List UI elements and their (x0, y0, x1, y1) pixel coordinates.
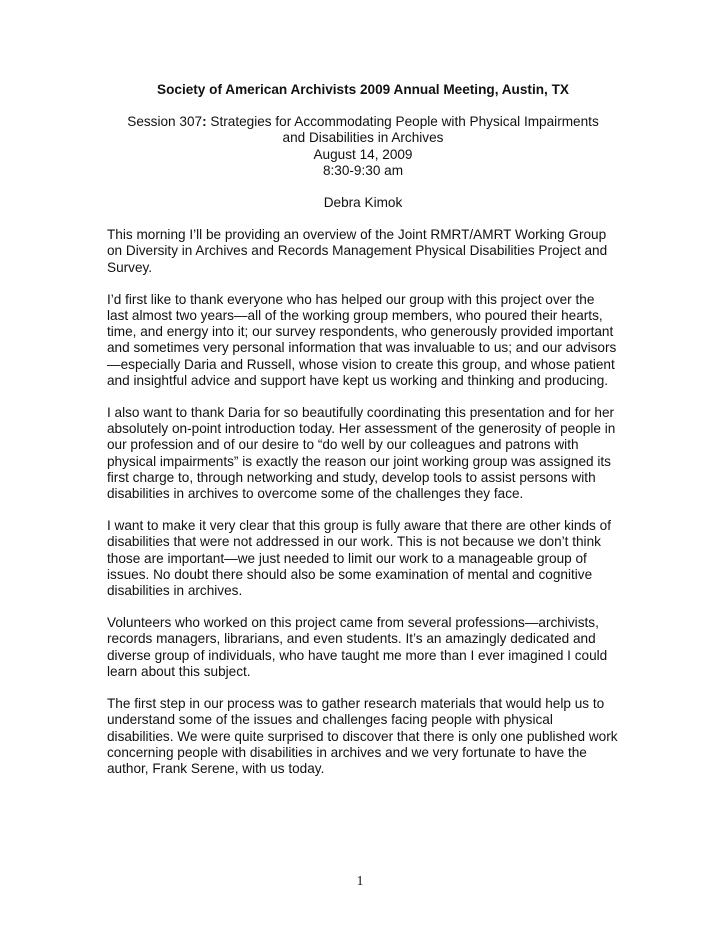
session-date: August 14, 2009 (313, 146, 413, 162)
paragraph-4: I want to make it very clear that this group is fully aware that there are other kinds of disabilities that were not addressed in our work. This is not because we don’t think those are important—we just needed to limit our work to a manageable group of issues. No doubt there should also be some examination of mental and cognitive disabilities in archives. (107, 518, 611, 599)
session-time: 8:30-9:30 am (322, 162, 404, 178)
session-title-part-1: Strategies for Accommodating People with Physical Impairments (206, 114, 599, 130)
document-title: Society of American Archivists 2009 Annual Meeting, Austin, TX (157, 82, 569, 97)
page-number: 1 (356, 873, 364, 888)
paragraph-1: This morning I’ll be providing an overview of the Joint RMRT/AMRT Working Group on Diversity in Archives and Records Management Physical Disabilities Project and Survey. (107, 227, 608, 275)
session-label: Session 307 (127, 114, 203, 130)
document-body (107, 82, 619, 793)
session-title-part-2: and Disabilities in Archives (282, 130, 444, 146)
session-colon: : (202, 114, 207, 130)
session-heading (107, 114, 619, 179)
paragraph-2: I’d first like to thank everyone who has helped our group with this project over the last almost two years—all of the working group members, who poured their hearts, time, and energy into it; our survey respondents, who generously provided important and sometimes very personal information that was invaluable to us; and our advisors—especially Daria and Russell, whose vision to create this group, and whose patient and insightful advice and support have kept us working and thinking and producing. (107, 291, 617, 388)
session-line-1 (107, 114, 619, 130)
paragraph-3: I also want to thank Daria for so beautifully coordinating this presentation and for her absolutely on-point introduction today. Her assessment of the generosity of people in our profession and of our desire to “do well by our colleagues and patrons with physical impairments” is exactly the reason our joint working group was assigned its first charge to, through networking and study, develop tools to assist persons with disabilities in archives to overcome some of the challenges they face. (107, 405, 616, 502)
paragraph-6: The first step in our process was to gather research materials that would help us to understand some of the issues and challenges facing people with physical disabilities. We were quite surprised to discover that there is only one published work concerning people with disabilities in archives and we very fortunate to have the author, Frank Serene, with us today. (107, 696, 618, 776)
author-name: Debra Kimok (323, 195, 403, 211)
paragraph-5: Volunteers who worked on this project came from several professions—archivists, records managers, librarians, and even students. It’s an amazingly dedicated and diverse group of individuals, who have taught me more than I ever imagined I could learn about this subject. (107, 615, 608, 679)
